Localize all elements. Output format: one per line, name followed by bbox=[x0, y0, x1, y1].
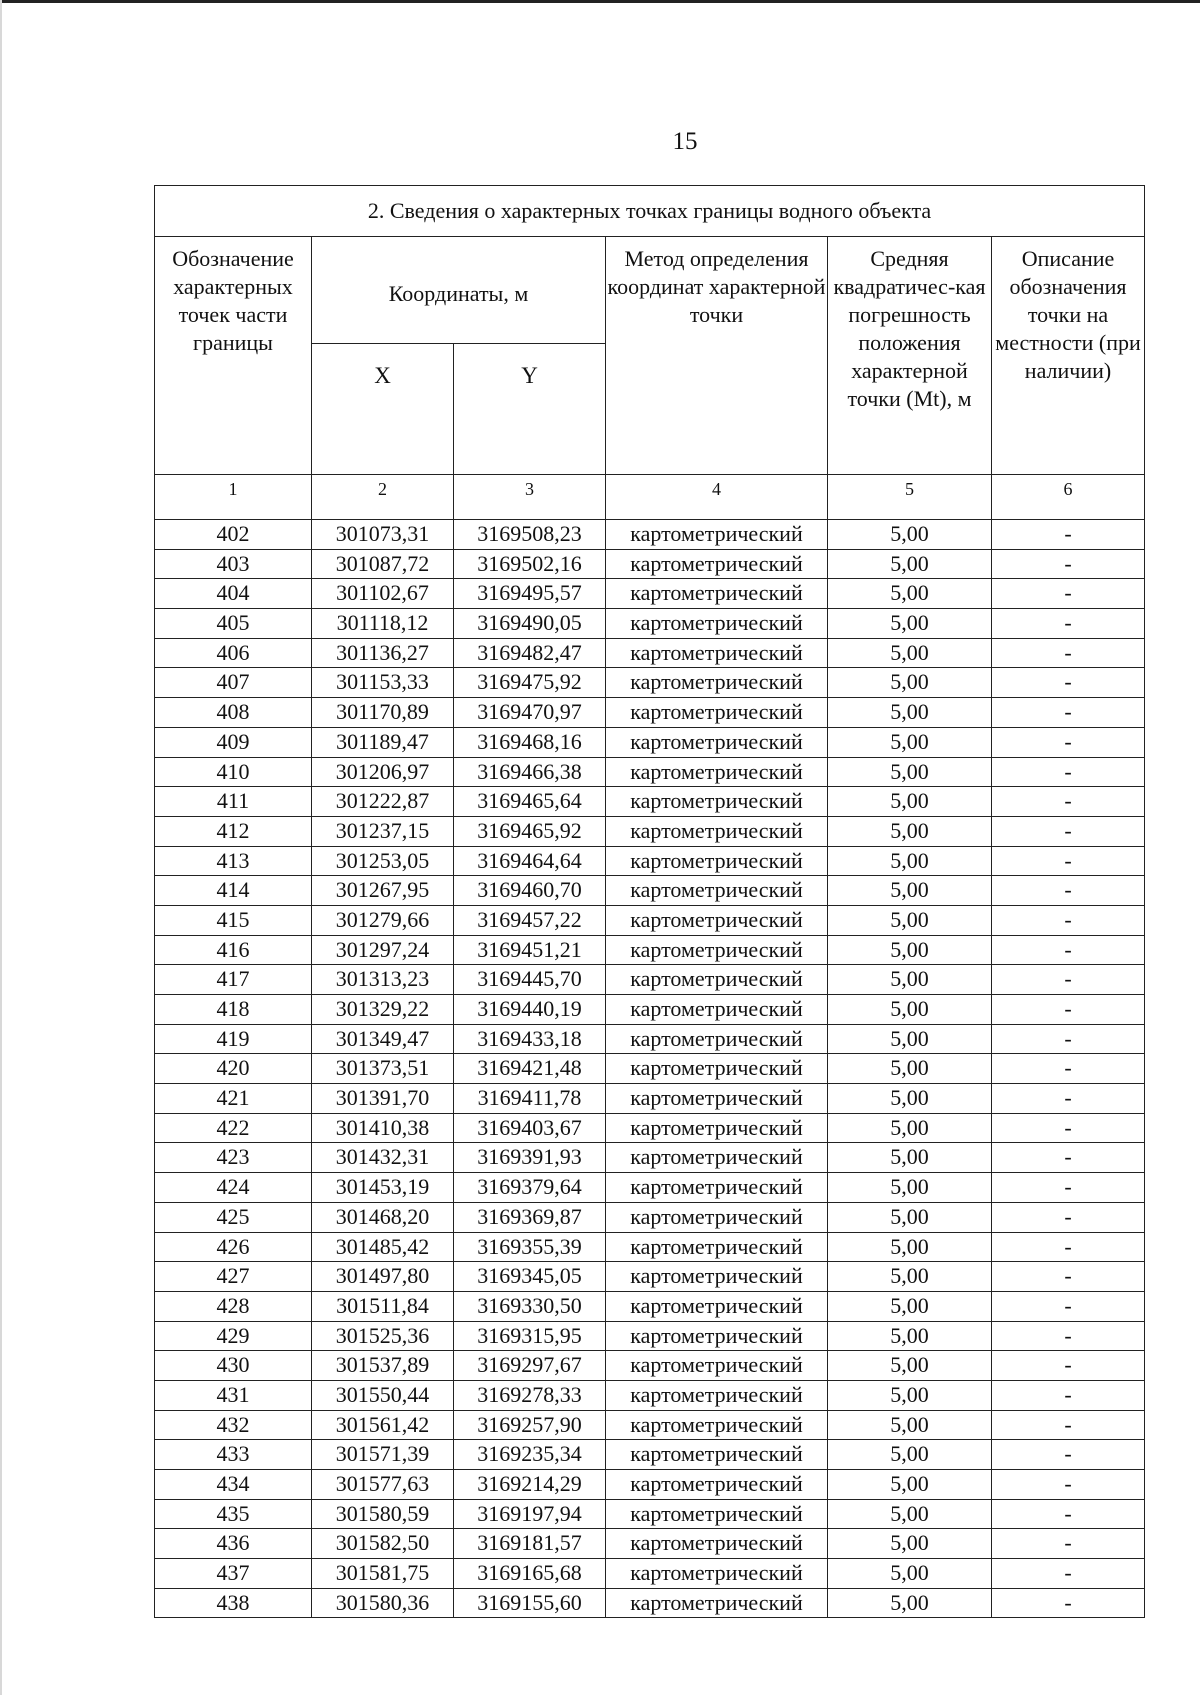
y-coordinate-cell: 3169355,39 bbox=[454, 1232, 606, 1262]
table-row bbox=[155, 549, 1145, 579]
description-cell: - bbox=[992, 757, 1145, 787]
mean-error-cell: 5,00 bbox=[828, 727, 992, 757]
point-id-cell: 438 bbox=[155, 1588, 312, 1618]
mean-error-cell: 5,00 bbox=[828, 965, 992, 995]
mean-error-cell: 5,00 bbox=[828, 1588, 992, 1618]
mean-error-cell: 5,00 bbox=[828, 1380, 992, 1410]
table-row bbox=[155, 1588, 1145, 1618]
y-coordinate-cell: 3169490,05 bbox=[454, 609, 606, 639]
table-row bbox=[155, 1024, 1145, 1054]
method-cell: картометрический bbox=[606, 1202, 828, 1232]
x-coordinate-cell: 301237,15 bbox=[312, 816, 454, 846]
x-coordinate-cell: 301189,47 bbox=[312, 727, 454, 757]
mean-error-cell: 5,00 bbox=[828, 995, 992, 1025]
x-coordinate-cell: 301222,87 bbox=[312, 787, 454, 817]
table-row bbox=[155, 1084, 1145, 1114]
column-number: 3 bbox=[454, 475, 606, 520]
mean-error-cell: 5,00 bbox=[828, 579, 992, 609]
header-mean-error: Средняя квадратичес-кая погрешность положения характерной точки (Mt), м bbox=[828, 237, 992, 475]
mean-error-cell: 5,00 bbox=[828, 935, 992, 965]
x-coordinate-cell: 301580,59 bbox=[312, 1499, 454, 1529]
y-coordinate-cell: 3169330,50 bbox=[454, 1291, 606, 1321]
mean-error-cell: 5,00 bbox=[828, 698, 992, 728]
point-id-cell: 402 bbox=[155, 520, 312, 550]
y-coordinate-cell: 3169411,78 bbox=[454, 1084, 606, 1114]
y-coordinate-cell: 3169470,97 bbox=[454, 698, 606, 728]
method-cell: картометрический bbox=[606, 1440, 828, 1470]
method-cell: картометрический bbox=[606, 1262, 828, 1292]
x-coordinate-cell: 301580,36 bbox=[312, 1588, 454, 1618]
point-id-cell: 432 bbox=[155, 1410, 312, 1440]
description-cell: - bbox=[992, 1499, 1145, 1529]
x-coordinate-cell: 301349,47 bbox=[312, 1024, 454, 1054]
x-coordinate-cell: 301253,05 bbox=[312, 846, 454, 876]
y-coordinate-cell: 3169440,19 bbox=[454, 995, 606, 1025]
description-cell: - bbox=[992, 1173, 1145, 1203]
point-id-cell: 429 bbox=[155, 1321, 312, 1351]
table-row bbox=[155, 1559, 1145, 1589]
method-cell: картометрический bbox=[606, 638, 828, 668]
mean-error-cell: 5,00 bbox=[828, 1559, 992, 1589]
table-row bbox=[155, 846, 1145, 876]
method-cell: картометрический bbox=[606, 579, 828, 609]
mean-error-cell: 5,00 bbox=[828, 1024, 992, 1054]
method-cell: картометрический bbox=[606, 935, 828, 965]
header-description: Описание обозначения точки на местности (при наличии) bbox=[992, 237, 1145, 475]
y-coordinate-cell: 3169315,95 bbox=[454, 1321, 606, 1351]
table-row bbox=[155, 698, 1145, 728]
point-id-cell: 422 bbox=[155, 1113, 312, 1143]
method-cell: картометрический bbox=[606, 698, 828, 728]
x-coordinate-cell: 301571,39 bbox=[312, 1440, 454, 1470]
table-row bbox=[155, 905, 1145, 935]
table-body bbox=[155, 520, 1145, 1618]
description-cell: - bbox=[992, 1410, 1145, 1440]
y-coordinate-cell: 3169475,92 bbox=[454, 668, 606, 698]
method-cell: картометрический bbox=[606, 1173, 828, 1203]
mean-error-cell: 5,00 bbox=[828, 1410, 992, 1440]
table-row bbox=[155, 1143, 1145, 1173]
table-row bbox=[155, 727, 1145, 757]
x-coordinate-cell: 301170,89 bbox=[312, 698, 454, 728]
x-coordinate-cell: 301537,89 bbox=[312, 1351, 454, 1381]
y-coordinate-cell: 3169297,67 bbox=[454, 1351, 606, 1381]
x-coordinate-cell: 301525,36 bbox=[312, 1321, 454, 1351]
method-cell: картометрический bbox=[606, 1113, 828, 1143]
mean-error-cell: 5,00 bbox=[828, 1351, 992, 1381]
table-row bbox=[155, 935, 1145, 965]
x-coordinate-cell: 301391,70 bbox=[312, 1084, 454, 1114]
scan-edge-top bbox=[0, 0, 1200, 3]
description-cell: - bbox=[992, 1321, 1145, 1351]
y-coordinate-cell: 3169466,38 bbox=[454, 757, 606, 787]
table-row bbox=[155, 1113, 1145, 1143]
x-coordinate-cell: 301297,24 bbox=[312, 935, 454, 965]
point-id-cell: 412 bbox=[155, 816, 312, 846]
x-coordinate-cell: 301511,84 bbox=[312, 1291, 454, 1321]
method-cell: картометрический bbox=[606, 965, 828, 995]
point-id-cell: 420 bbox=[155, 1054, 312, 1084]
mean-error-cell: 5,00 bbox=[828, 1291, 992, 1321]
x-coordinate-cell: 301561,42 bbox=[312, 1410, 454, 1440]
table-row bbox=[155, 1351, 1145, 1381]
point-id-cell: 419 bbox=[155, 1024, 312, 1054]
point-id-cell: 421 bbox=[155, 1084, 312, 1114]
method-cell: картометрический bbox=[606, 787, 828, 817]
method-cell: картометрический bbox=[606, 1054, 828, 1084]
x-coordinate-cell: 301468,20 bbox=[312, 1202, 454, 1232]
description-cell: - bbox=[992, 995, 1145, 1025]
y-coordinate-cell: 3169502,16 bbox=[454, 549, 606, 579]
description-cell: - bbox=[992, 1054, 1145, 1084]
y-coordinate-cell: 3169379,64 bbox=[454, 1173, 606, 1203]
table-row bbox=[155, 1291, 1145, 1321]
method-cell: картометрический bbox=[606, 1321, 828, 1351]
method-cell: картометрический bbox=[606, 549, 828, 579]
table-row bbox=[155, 668, 1145, 698]
description-cell: - bbox=[992, 1351, 1145, 1381]
header-y: Y bbox=[454, 344, 606, 475]
mean-error-cell: 5,00 bbox=[828, 876, 992, 906]
description-cell: - bbox=[992, 727, 1145, 757]
mean-error-cell: 5,00 bbox=[828, 1202, 992, 1232]
y-coordinate-cell: 3169464,64 bbox=[454, 846, 606, 876]
point-id-cell: 411 bbox=[155, 787, 312, 817]
method-cell: картометрический bbox=[606, 609, 828, 639]
mean-error-cell: 5,00 bbox=[828, 757, 992, 787]
description-cell: - bbox=[992, 1084, 1145, 1114]
table-row bbox=[155, 1054, 1145, 1084]
method-cell: картометрический bbox=[606, 668, 828, 698]
x-coordinate-cell: 301267,95 bbox=[312, 876, 454, 906]
x-coordinate-cell: 301118,12 bbox=[312, 609, 454, 639]
point-id-cell: 410 bbox=[155, 757, 312, 787]
description-cell: - bbox=[992, 609, 1145, 639]
table-row bbox=[155, 520, 1145, 550]
y-coordinate-cell: 3169465,92 bbox=[454, 816, 606, 846]
table-row bbox=[155, 1470, 1145, 1500]
mean-error-cell: 5,00 bbox=[828, 609, 992, 639]
x-coordinate-cell: 301153,33 bbox=[312, 668, 454, 698]
point-id-cell: 405 bbox=[155, 609, 312, 639]
y-coordinate-cell: 3169468,16 bbox=[454, 727, 606, 757]
y-coordinate-cell: 3169197,94 bbox=[454, 1499, 606, 1529]
description-cell: - bbox=[992, 1380, 1145, 1410]
column-number-row bbox=[155, 475, 1145, 520]
boundary-points-table bbox=[154, 185, 1145, 1618]
table-row bbox=[155, 757, 1145, 787]
method-cell: картометрический bbox=[606, 757, 828, 787]
point-id-cell: 430 bbox=[155, 1351, 312, 1381]
table-row bbox=[155, 816, 1145, 846]
description-cell: - bbox=[992, 787, 1145, 817]
method-cell: картометрический bbox=[606, 1232, 828, 1262]
description-cell: - bbox=[992, 876, 1145, 906]
description-cell: - bbox=[992, 965, 1145, 995]
method-cell: картометрический bbox=[606, 905, 828, 935]
mean-error-cell: 5,00 bbox=[828, 1262, 992, 1292]
page-number: 15 bbox=[672, 128, 698, 155]
y-coordinate-cell: 3169457,22 bbox=[454, 905, 606, 935]
column-number: 2 bbox=[312, 475, 454, 520]
point-id-cell: 416 bbox=[155, 935, 312, 965]
method-cell: картометрический bbox=[606, 1291, 828, 1321]
mean-error-cell: 5,00 bbox=[828, 520, 992, 550]
description-cell: - bbox=[992, 1143, 1145, 1173]
description-cell: - bbox=[992, 638, 1145, 668]
y-coordinate-cell: 3169495,57 bbox=[454, 579, 606, 609]
method-cell: картометрический bbox=[606, 1588, 828, 1618]
method-cell: картометрический bbox=[606, 1559, 828, 1589]
y-coordinate-cell: 3169508,23 bbox=[454, 520, 606, 550]
point-id-cell: 404 bbox=[155, 579, 312, 609]
description-cell: - bbox=[992, 905, 1145, 935]
mean-error-cell: 5,00 bbox=[828, 1113, 992, 1143]
method-cell: картометрический bbox=[606, 995, 828, 1025]
description-cell: - bbox=[992, 935, 1145, 965]
point-id-cell: 425 bbox=[155, 1202, 312, 1232]
x-coordinate-cell: 301313,23 bbox=[312, 965, 454, 995]
table-row bbox=[155, 787, 1145, 817]
mean-error-cell: 5,00 bbox=[828, 1232, 992, 1262]
method-cell: картометрический bbox=[606, 816, 828, 846]
mean-error-cell: 5,00 bbox=[828, 816, 992, 846]
column-number: 5 bbox=[828, 475, 992, 520]
point-id-cell: 431 bbox=[155, 1380, 312, 1410]
y-coordinate-cell: 3169181,57 bbox=[454, 1529, 606, 1559]
y-coordinate-cell: 3169345,05 bbox=[454, 1262, 606, 1292]
method-cell: картометрический bbox=[606, 1470, 828, 1500]
table-row bbox=[155, 638, 1145, 668]
description-cell: - bbox=[992, 1262, 1145, 1292]
description-cell: - bbox=[992, 1529, 1145, 1559]
mean-error-cell: 5,00 bbox=[828, 668, 992, 698]
table-row bbox=[155, 1529, 1145, 1559]
table-row bbox=[155, 609, 1145, 639]
x-coordinate-cell: 301432,31 bbox=[312, 1143, 454, 1173]
description-cell: - bbox=[992, 698, 1145, 728]
x-coordinate-cell: 301582,50 bbox=[312, 1529, 454, 1559]
x-coordinate-cell: 301410,38 bbox=[312, 1113, 454, 1143]
x-coordinate-cell: 301550,44 bbox=[312, 1380, 454, 1410]
table-row bbox=[155, 995, 1145, 1025]
point-id-cell: 433 bbox=[155, 1440, 312, 1470]
mean-error-cell: 5,00 bbox=[828, 1143, 992, 1173]
table-row bbox=[155, 1202, 1145, 1232]
point-id-cell: 426 bbox=[155, 1232, 312, 1262]
y-coordinate-cell: 3169482,47 bbox=[454, 638, 606, 668]
description-cell: - bbox=[992, 579, 1145, 609]
header-method: Метод определения координат характерной точки bbox=[606, 237, 828, 475]
table-row bbox=[155, 1173, 1145, 1203]
point-id-cell: 406 bbox=[155, 638, 312, 668]
x-coordinate-cell: 301497,80 bbox=[312, 1262, 454, 1292]
scan-edge-left bbox=[0, 0, 2, 1695]
point-id-cell: 436 bbox=[155, 1529, 312, 1559]
point-id-cell: 435 bbox=[155, 1499, 312, 1529]
table-row bbox=[155, 1262, 1145, 1292]
x-coordinate-cell: 301453,19 bbox=[312, 1173, 454, 1203]
mean-error-cell: 5,00 bbox=[828, 1440, 992, 1470]
table-title: 2. Сведения о характерных точках границы водного объекта bbox=[155, 186, 1145, 237]
method-cell: картометрический bbox=[606, 1499, 828, 1529]
mean-error-cell: 5,00 bbox=[828, 846, 992, 876]
point-id-cell: 417 bbox=[155, 965, 312, 995]
mean-error-cell: 5,00 bbox=[828, 638, 992, 668]
table-row bbox=[155, 965, 1145, 995]
method-cell: картометрический bbox=[606, 1529, 828, 1559]
point-id-cell: 403 bbox=[155, 549, 312, 579]
point-id-cell: 428 bbox=[155, 1291, 312, 1321]
x-coordinate-cell: 301087,72 bbox=[312, 549, 454, 579]
mean-error-cell: 5,00 bbox=[828, 1321, 992, 1351]
column-number: 4 bbox=[606, 475, 828, 520]
method-cell: картометрический bbox=[606, 846, 828, 876]
y-coordinate-cell: 3169278,33 bbox=[454, 1380, 606, 1410]
description-cell: - bbox=[992, 1113, 1145, 1143]
point-id-cell: 434 bbox=[155, 1470, 312, 1500]
mean-error-cell: 5,00 bbox=[828, 549, 992, 579]
description-cell: - bbox=[992, 668, 1145, 698]
mean-error-cell: 5,00 bbox=[828, 1084, 992, 1114]
description-cell: - bbox=[992, 1232, 1145, 1262]
x-coordinate-cell: 301279,66 bbox=[312, 905, 454, 935]
point-id-cell: 437 bbox=[155, 1559, 312, 1589]
y-coordinate-cell: 3169165,68 bbox=[454, 1559, 606, 1589]
table-row bbox=[155, 876, 1145, 906]
method-cell: картометрический bbox=[606, 727, 828, 757]
description-cell: - bbox=[992, 1291, 1145, 1321]
mean-error-cell: 5,00 bbox=[828, 787, 992, 817]
description-cell: - bbox=[992, 1588, 1145, 1618]
y-coordinate-cell: 3169403,67 bbox=[454, 1113, 606, 1143]
y-coordinate-cell: 3169465,64 bbox=[454, 787, 606, 817]
y-coordinate-cell: 3169391,93 bbox=[454, 1143, 606, 1173]
header-coordinates: Координаты, м bbox=[312, 237, 606, 344]
method-cell: картометрический bbox=[606, 1143, 828, 1173]
description-cell: - bbox=[992, 1440, 1145, 1470]
x-coordinate-cell: 301373,51 bbox=[312, 1054, 454, 1084]
y-coordinate-cell: 3169421,48 bbox=[454, 1054, 606, 1084]
point-id-cell: 418 bbox=[155, 995, 312, 1025]
y-coordinate-cell: 3169155,60 bbox=[454, 1588, 606, 1618]
description-cell: - bbox=[992, 1559, 1145, 1589]
x-coordinate-cell: 301206,97 bbox=[312, 757, 454, 787]
x-coordinate-cell: 301485,42 bbox=[312, 1232, 454, 1262]
description-cell: - bbox=[992, 1470, 1145, 1500]
method-cell: картометрический bbox=[606, 1351, 828, 1381]
header-point-designation: Обозначение характерных точек части границы bbox=[155, 237, 312, 475]
mean-error-cell: 5,00 bbox=[828, 1470, 992, 1500]
table-row bbox=[155, 1440, 1145, 1470]
point-id-cell: 414 bbox=[155, 876, 312, 906]
column-number: 6 bbox=[992, 475, 1145, 520]
y-coordinate-cell: 3169214,29 bbox=[454, 1470, 606, 1500]
description-cell: - bbox=[992, 520, 1145, 550]
method-cell: картометрический bbox=[606, 876, 828, 906]
description-cell: - bbox=[992, 816, 1145, 846]
point-id-cell: 413 bbox=[155, 846, 312, 876]
column-number: 1 bbox=[155, 475, 312, 520]
method-cell: картометрический bbox=[606, 1024, 828, 1054]
method-cell: картометрический bbox=[606, 520, 828, 550]
y-coordinate-cell: 3169460,70 bbox=[454, 876, 606, 906]
description-cell: - bbox=[992, 1202, 1145, 1232]
table-row bbox=[155, 1499, 1145, 1529]
method-cell: картометрический bbox=[606, 1380, 828, 1410]
y-coordinate-cell: 3169369,87 bbox=[454, 1202, 606, 1232]
description-cell: - bbox=[992, 549, 1145, 579]
x-coordinate-cell: 301073,31 bbox=[312, 520, 454, 550]
mean-error-cell: 5,00 bbox=[828, 1499, 992, 1529]
method-cell: картометрический bbox=[606, 1410, 828, 1440]
y-coordinate-cell: 3169433,18 bbox=[454, 1024, 606, 1054]
point-id-cell: 415 bbox=[155, 905, 312, 935]
table-row bbox=[155, 1321, 1145, 1351]
point-id-cell: 407 bbox=[155, 668, 312, 698]
table-row bbox=[155, 1410, 1145, 1440]
method-cell: картометрический bbox=[606, 1084, 828, 1114]
mean-error-cell: 5,00 bbox=[828, 905, 992, 935]
point-id-cell: 424 bbox=[155, 1173, 312, 1203]
x-coordinate-cell: 301581,75 bbox=[312, 1559, 454, 1589]
table-row bbox=[155, 1232, 1145, 1262]
table-row bbox=[155, 1380, 1145, 1410]
point-id-cell: 427 bbox=[155, 1262, 312, 1292]
header-x: X bbox=[312, 344, 454, 475]
description-cell: - bbox=[992, 1024, 1145, 1054]
x-coordinate-cell: 301102,67 bbox=[312, 579, 454, 609]
x-coordinate-cell: 301577,63 bbox=[312, 1470, 454, 1500]
x-coordinate-cell: 301136,27 bbox=[312, 638, 454, 668]
description-cell: - bbox=[992, 846, 1145, 876]
y-coordinate-cell: 3169235,34 bbox=[454, 1440, 606, 1470]
y-coordinate-cell: 3169257,90 bbox=[454, 1410, 606, 1440]
point-id-cell: 408 bbox=[155, 698, 312, 728]
mean-error-cell: 5,00 bbox=[828, 1054, 992, 1084]
y-coordinate-cell: 3169445,70 bbox=[454, 965, 606, 995]
y-coordinate-cell: 3169451,21 bbox=[454, 935, 606, 965]
x-coordinate-cell: 301329,22 bbox=[312, 995, 454, 1025]
point-id-cell: 409 bbox=[155, 727, 312, 757]
mean-error-cell: 5,00 bbox=[828, 1173, 992, 1203]
table-row bbox=[155, 579, 1145, 609]
point-id-cell: 423 bbox=[155, 1143, 312, 1173]
mean-error-cell: 5,00 bbox=[828, 1529, 992, 1559]
